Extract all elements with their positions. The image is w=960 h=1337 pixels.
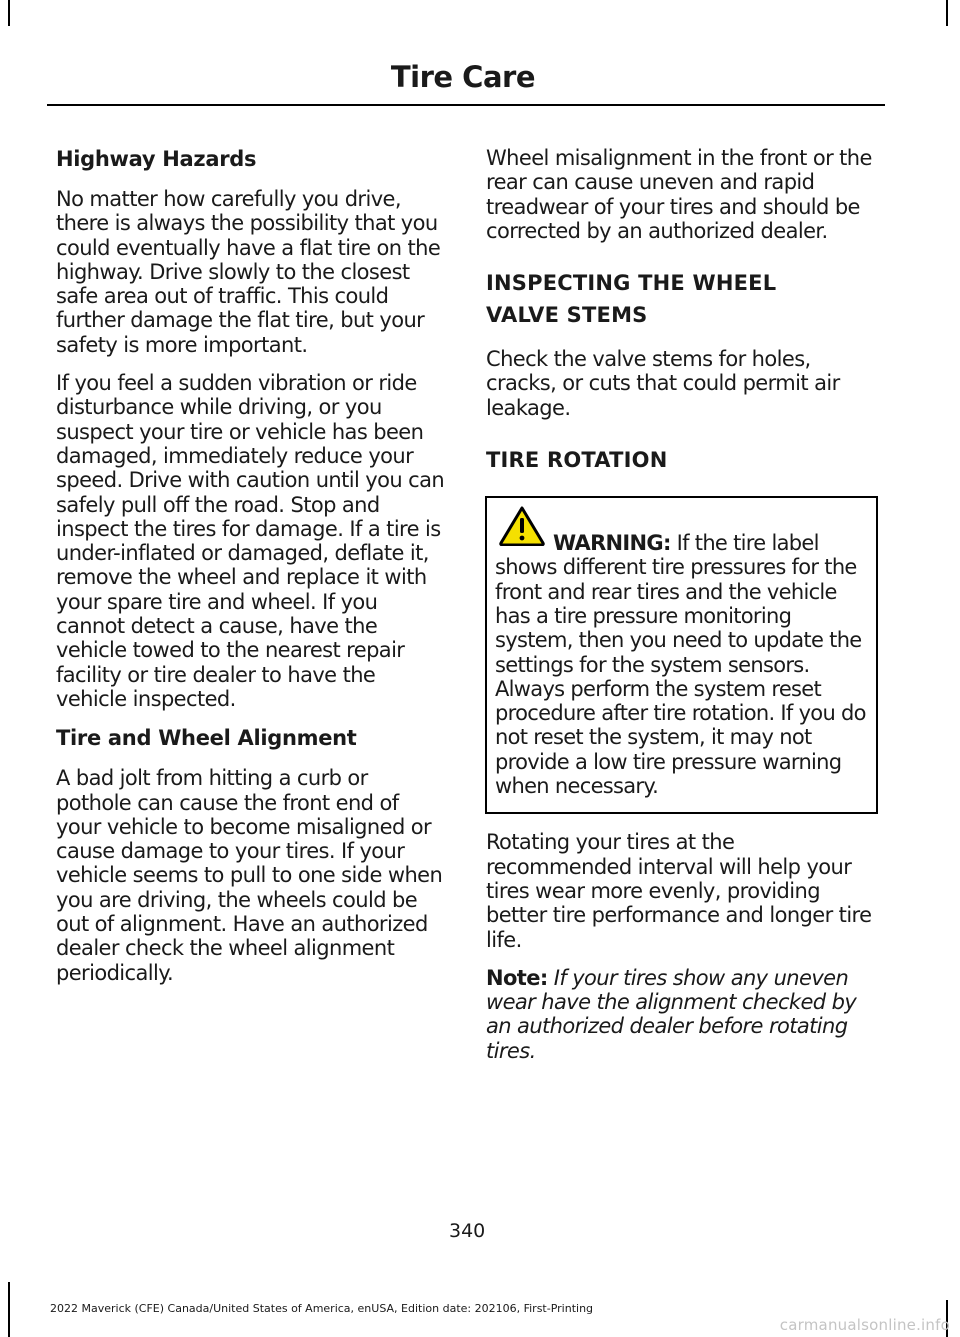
tire-rotation-heading: TIRE ROTATION (486, 448, 668, 473)
valve-heading-line-1: INSPECTING THE WHEEL (486, 271, 777, 296)
watermark: carmanualsonline.info (779, 1316, 950, 1334)
warning-body: If the tire label shows different tire pressures for the front and rear tires and the vehicle has a tire pressure monitoring system, then you need to update the settings for the system sensors. Always perform the system reset procedure after tire rotation. If you do not reset the system, it may not provide a low tire pressure warning when necessary. (495, 531, 866, 799)
valve-heading-line-2: VALVE STEMS (486, 303, 648, 328)
rotation-paragraph: Rotating your tires at the recommended interval will help your tires wear more evenly, providing better tire performance and longer tire life. (486, 830, 872, 952)
note-paragraph (486, 966, 878, 1063)
crop-mark (8, 1282, 10, 1337)
valve-stems-paragraph: Check the valve stems for holes, cracks, or cuts that could permit air leakage. (486, 347, 840, 420)
note-body: If your tires show any uneven wear have the alignment checked by an authorized dealer before rotating tires. (486, 965, 857, 1063)
header-divider (47, 104, 885, 106)
warning-label: WARNING: (553, 531, 671, 556)
crop-mark (8, 0, 10, 26)
misalignment-paragraph: Wheel misalignment in the front or the rear can cause uneven and rapid treadwear of your tires and should be corrected by an authorized dealer. (486, 146, 872, 243)
warning-box (485, 496, 878, 814)
note-label: Note: (486, 965, 548, 990)
alignment-heading: Tire and Wheel Alignment (56, 726, 357, 751)
page-title: Tire Care (390, 60, 535, 94)
highway-paragraph-1: No matter how carefully you drive, there is always the possibility that you could eventually have a flat tire on the highway. Drive slowly to the closest safe area out of traffic. This could further damage the flat tire, but your safety is more important. (56, 187, 441, 357)
right-column (486, 146, 878, 1077)
valve-stems-heading (486, 269, 878, 329)
footer-edition: 2022 Maverick (CFE) Canada/United States of America, enUSA, Edition date: 202106, First-Printing (50, 1302, 594, 1315)
crop-mark (946, 0, 948, 26)
alignment-paragraph: A bad jolt from hitting a curb or pothole can cause the front end of your vehicle to become misaligned or cause damage to your tires. If your vehicle seems to pull to one side when you are driving, the wheels could be out of alignment. Have an authorized dealer check the wheel alignment periodically. (56, 766, 443, 985)
warning-triangle-icon (499, 506, 545, 546)
page-number: 340 (449, 1220, 486, 1242)
warning-text (495, 531, 868, 798)
highway-paragraph-2: If you feel a sudden vibration or ride disturbance while driving, or you suspect your tire or vehicle has been damaged, immediately reduce your speed. Drive with caution until you can safely pull off the road. Stop and inspect the tires for damage. If a tire is under-inflated or damaged, deflate it, remove the wheel and replace it with your spare tire and wheel. If you cannot detect a cause, have the vehicle towed to the nearest repair facility or tire dealer to have the vehicle inspected. (56, 371, 445, 711)
left-column (56, 146, 448, 999)
highway-hazards-heading: Highway Hazards (56, 147, 257, 171)
